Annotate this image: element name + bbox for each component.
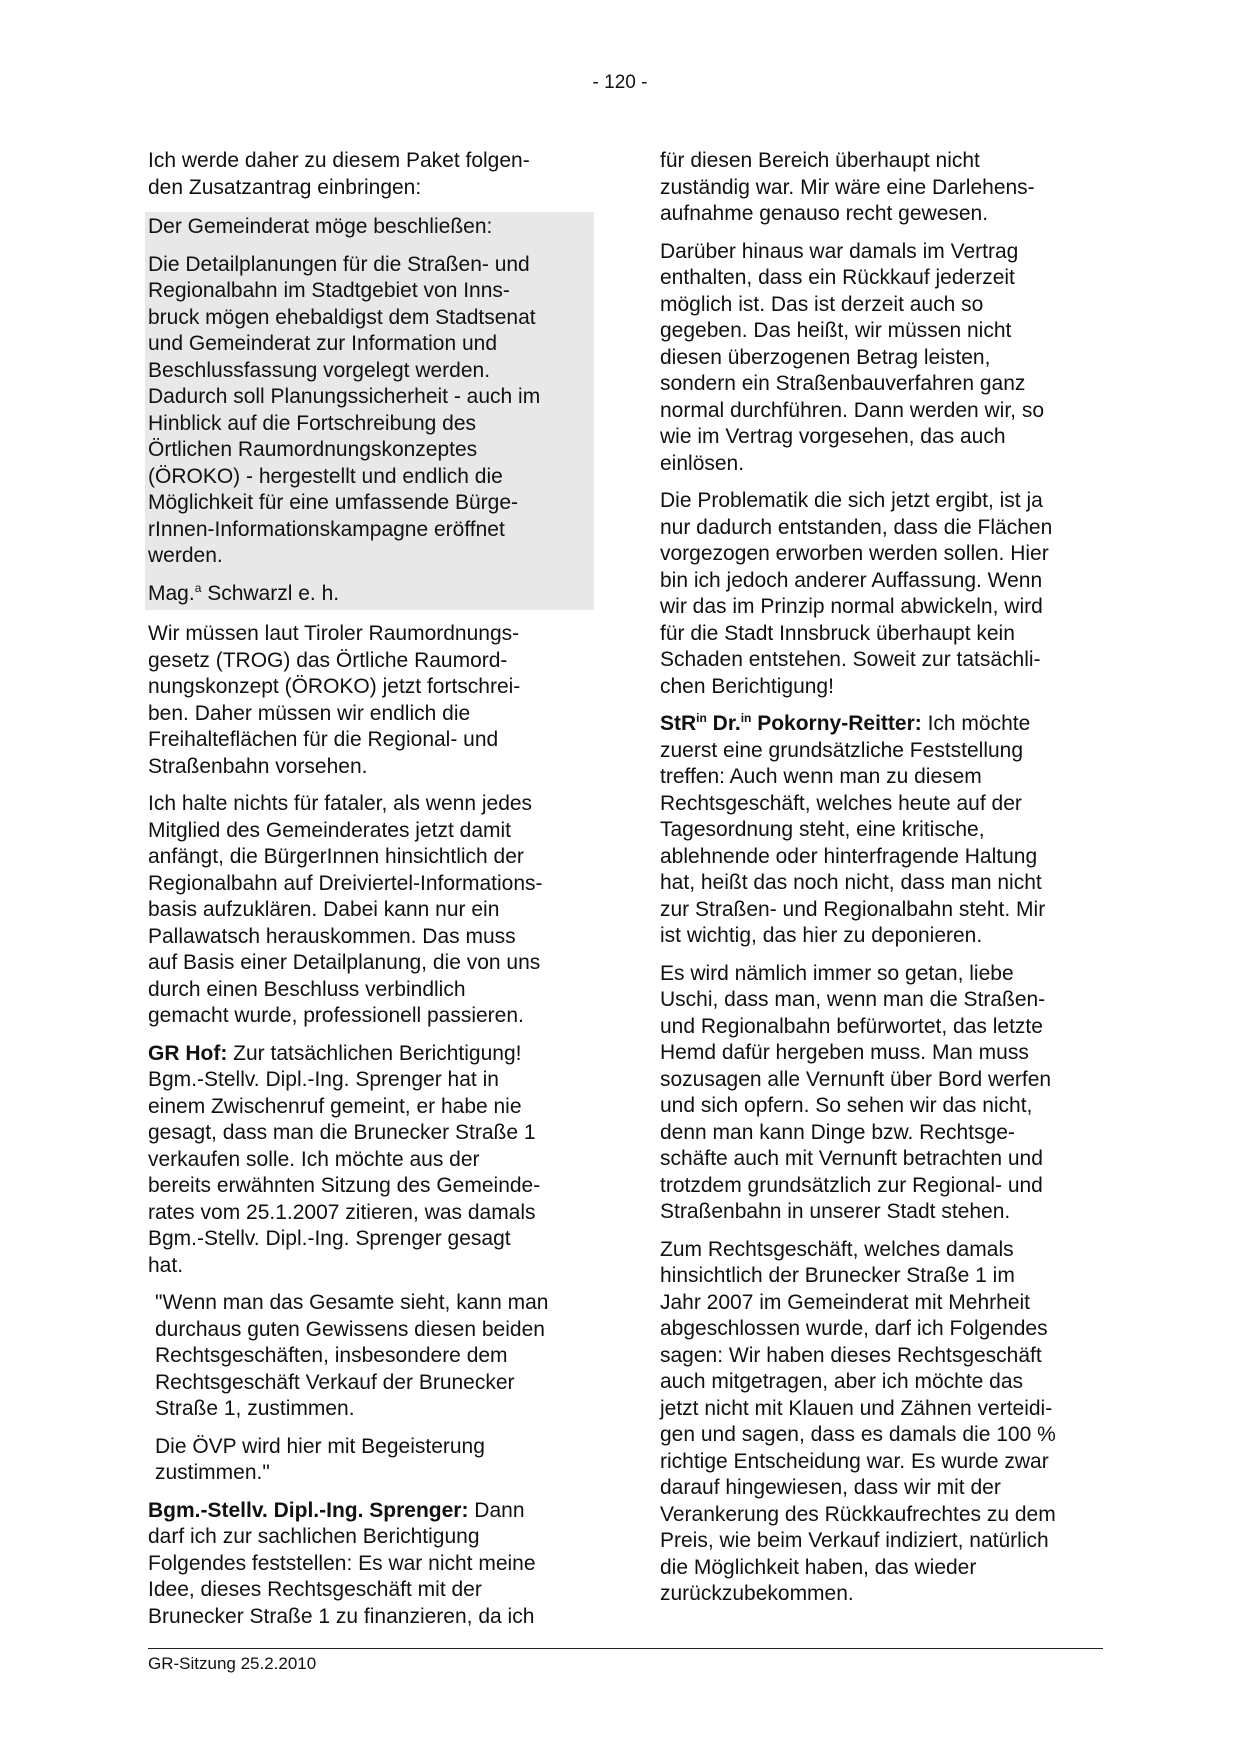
speaker-sprenger: Bgm.-Stellv. Dipl.-Ing. Sprenger:	[148, 1498, 469, 1522]
speaker-pokorny	[660, 712, 922, 735]
signature-prefix: Mag.	[148, 581, 195, 605]
intro-paragraph: Ich werde daher zu diesem Paket folgen- den Zusatzantrag einbringen:	[148, 149, 530, 199]
paragraph-continuation: für diesen Bereich überhaupt nicht zuständig war. Mir wäre eine Darlehens- aufnahme genauso recht gewesen.	[660, 149, 1035, 225]
motion-box	[145, 212, 594, 610]
speaker-sup-2: in	[740, 711, 752, 725]
signature-name: Schwarzl e. h.	[201, 581, 340, 605]
quote-part-2: Die ÖVP wird hier mit Begeisterung zustimmen."	[155, 1434, 485, 1484]
paragraph-rechtsgeschaeft: Zum Rechtsgeschäft, welches damals hinsichtlich der Brunecker Straße 1 im Jahr 2007 im Gemeinderat mit Mehrheit abgeschlossen wurde, darf ich Folgendes sagen: Wir haben dieses Rechtsgeschäft auch mitgetragen, aber ich möchte das jetzt nicht mit Klauen und Zähnen verteidi- gen und sagen, dass es damals die 100 % richtige Entscheidung war. Es wurde zwar darauf hingewiesen, dass wir mit der Verankerung des Rückkaufrechtes zu dem Preis, wie beim Verkauf indiziert, natürlich die Möglichkeit haben, das wieder zurückzubekommen.	[660, 1237, 1056, 1605]
footer-session: GR-Sitzung 25.2.2010	[148, 1654, 317, 1673]
speaker-title-dr: Dr.	[706, 712, 741, 735]
paragraph-uschi: Es wird nämlich immer so getan, liebe Uschi, dass man, wenn man die Straßen- und Regionalbahn befürwortet, das letzte Hemd dafür hergeben muss. Man muss sozusagen alle Vernunft über Bord werfen und sich opfern. So sehen wir das nicht, denn man kann Dinge bzw. Rechtsge- schäfte auch mit Vernunft betrachten und trotzdem grundsätzlich zur Regional- und Straßenbahn in unserer Stadt stehen.	[660, 961, 1052, 1223]
left-column	[148, 148, 588, 1641]
speaker-sup-1: in	[696, 711, 707, 725]
statement-hof: Zur tatsächlichen Berichtigung! Bgm.-Stellv. Dipl.-Ing. Sprenger hat in einem Zwischenruf gemeint, er habe nie gesagt, dass man die Brunecker Straße 1 verkaufen solle. Ich möchte aus der bereits erwähnten Sitzung des Gemeinde- rates vom 25.1.2007 zitieren, was damals Bgm.-Stellv. Dipl.-Ing. Sprenger gesagt hat.	[148, 1041, 541, 1277]
motion-heading: Der Gemeinderat möge beschließen:	[148, 215, 493, 238]
speaker-title-str: StR	[660, 712, 697, 735]
paragraph-hof	[148, 1041, 588, 1280]
paragraph-fatal: Ich halte nichts für fataler, als wenn jedes Mitglied des Gemeinderates jetzt damit anfängt, die BürgerInnen hinsichtlich der Regionalbahn auf Dreiviertel-Informations- basis aufzuklären. Dabei kann nur ein Pallawatsch herauskommen. Das muss auf Basis einer Detailplanung, die von uns durch einen Beschluss verbindlich gemacht wurde, professionell passieren.	[148, 792, 543, 1027]
paragraph-pokorny	[660, 711, 1100, 950]
speaker-hof: GR Hof:	[148, 1041, 228, 1065]
statement-sprenger: Dann darf ich zur sachlichen Berichtigung Folgendes feststellen: Es war nicht meine Idee, dieses Rechtsgeschäft mit der Brunecker Straße 1 zu finanzieren, da ich	[148, 1498, 536, 1628]
signature-superscript: a	[194, 580, 202, 595]
motion-text: Die Detailplanungen für die Straßen- und Regionalbahn im Stadtgebiet von Inns- bruck mögen ehebaldigst dem Stadtsenat und Gemeinderat zur Information und Beschlussfassung vorgelegt werden. Dadurch soll Planungssicherheit - auch im Hinblick auf die Fortschreibung des Örtlichen Raumordnungskonzeptes (ÖROKO) - hergestellt und endlich die Möglichkeit für eine umfassende Bürge- rInnen-Informationskampagne eröffnet werden.	[148, 252, 541, 567]
paragraph-problem: Die Problematik die sich jetzt ergibt, ist ja nur dadurch entstanden, dass die Flächen vorgezogen erworben werden sollen. Hier bin ich jedoch anderer Auffassung. Wenn wir das im Prinzip normal abwickeln, wird für die Stadt Innsbruck überhaupt kein Schaden entstehen. Soweit zur tatsächli- chen Berichtigung!	[660, 489, 1053, 698]
paragraph-sprenger	[148, 1498, 588, 1631]
speaker-name-pokorny: Pokorny-Reitter:	[751, 712, 922, 735]
quote-part-1: "Wenn man das Gesamte sieht, kann man durchaus guten Gewissens diesen beiden Rechtsgeschäften, insbesondere dem Rechtsgeschäft Verkauf der Brunecker Straße 1, zustimmen.	[155, 1291, 549, 1420]
page-number: - 120 -	[592, 72, 648, 93]
footer-divider	[148, 1648, 1103, 1649]
right-column	[660, 148, 1100, 1619]
paragraph-contract: Darüber hinaus war damals im Vertrag enthalten, dass ein Rückkauf jederzeit möglich ist. Das ist derzeit auch so gegeben. Das heißt, wir müssen nicht diesen überzogenen Betrag leisten, sondern ein Straßenbauverfahren ganz normal durchführen. Dann werden wir, so wie im Vertrag vorgesehen, das auch einlösen.	[660, 239, 1045, 475]
statement-pokorny: Ich möchte zuerst eine grundsätzliche Feststellung treffen: Auch wenn man zu diesem Rechtsgeschäft, welches heute auf der Tagesordnung steht, eine kritische, ablehnende oder hinterfragende Haltung hat, heißt das noch nicht, dass man nicht zur Straßen- und Regionalbahn steht. Mir ist wichtig, das hier zu deponieren.	[660, 712, 1046, 947]
motion-signature	[148, 581, 591, 608]
paragraph-trog: Wir müssen laut Tiroler Raumordnungs- gesetz (TROG) das Örtliche Raumord- nungskonzept (ÖROKO) jetzt fortschrei- ben. Daher müssen wir endlich die Freihalteflächen für die Regional- und Straßenbahn vorsehen.	[148, 622, 521, 778]
